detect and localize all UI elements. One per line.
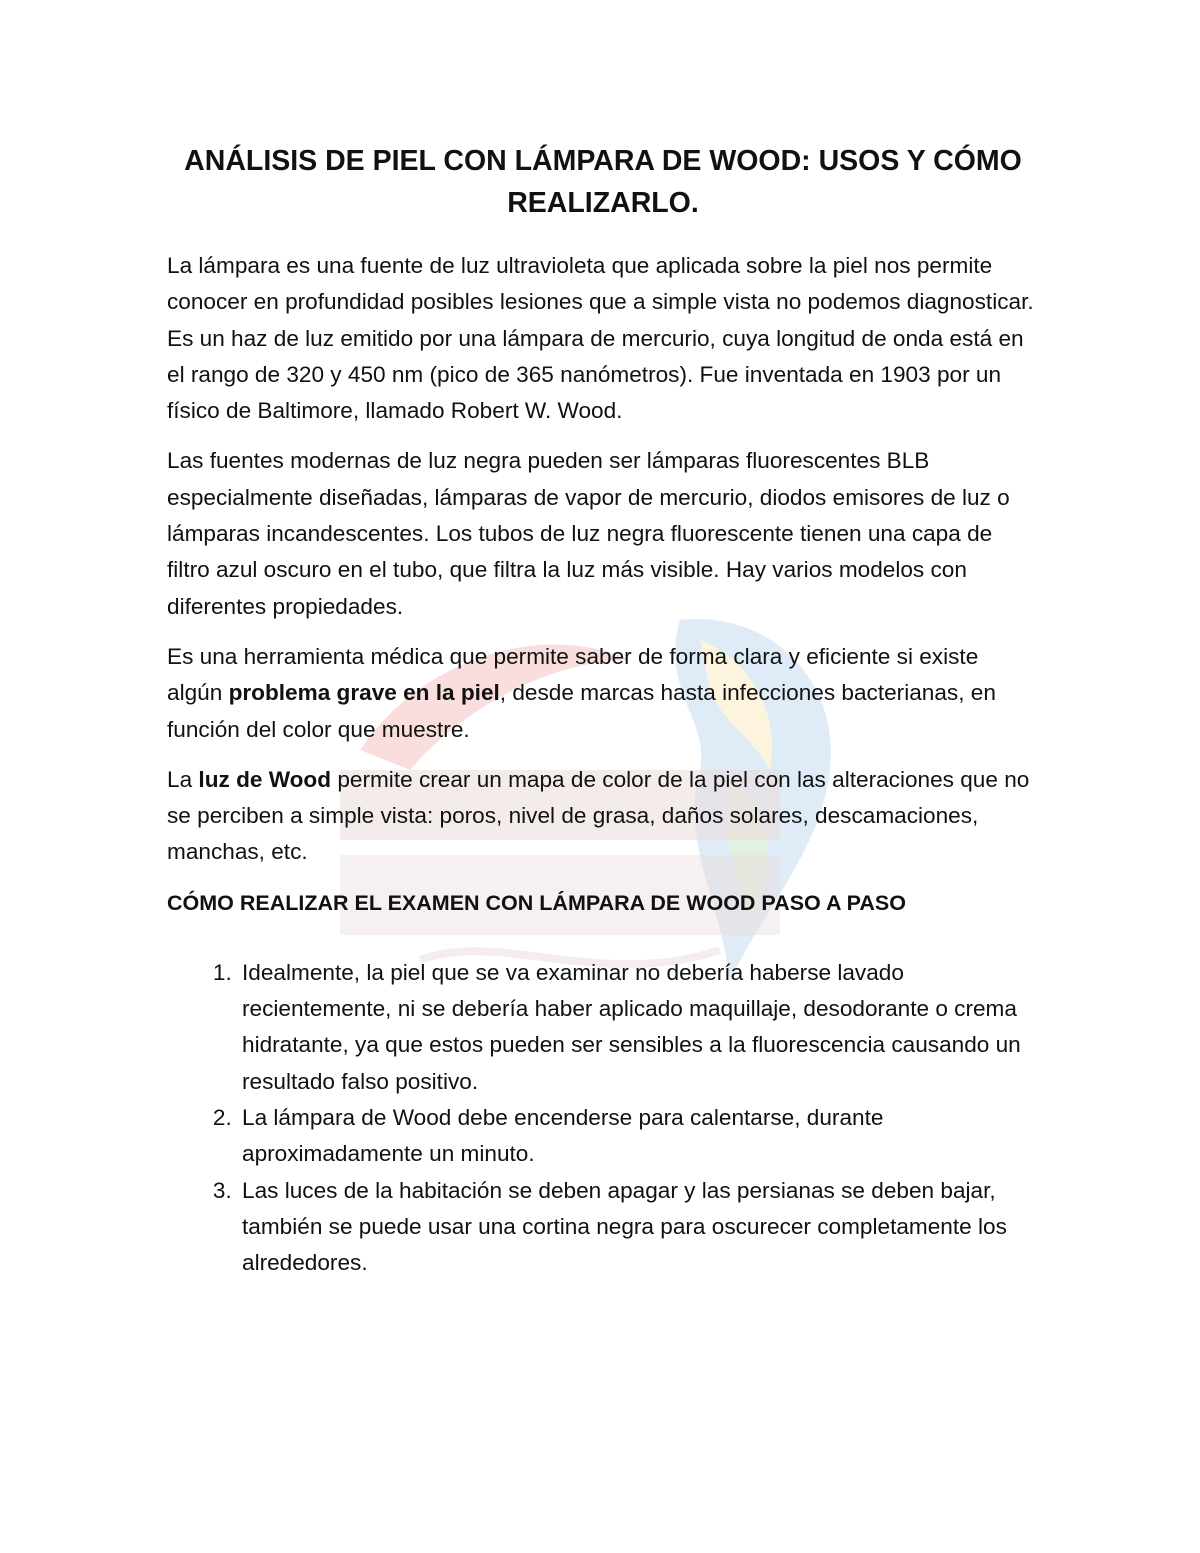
paragraph-text: permite crear un mapa de color de la piel con las alteraciones que no se perciben a simple vista: poros, nivel de grasa, daños solares, descamaciones, manchas, etc. [167, 766, 1030, 865]
list-item: 2. La lámpara de Wood debe encenderse para calentarse, durante aproximadamente un minuto. [238, 1100, 1039, 1173]
paragraph-text: La lámpara es una fuente de luz ultravioleta que aplicada sobre la piel nos permite conocer en profundidad posibles lesiones que a simple vista no podemos diagnosticar. Es un haz de luz emitido por una lámpara de mercurio, cuya longitud de onda está en el rango de 320 y 450 nm (pico de 365 nanómetros). Fue inventada en 1903 por un físico de Baltimore, llamado Robert W. Wood. [167, 253, 1034, 424]
steps-list [167, 955, 1039, 1282]
steps-heading: CÓMO REALIZAR EL EXAMEN CON LÁMPARA DE WOOD PASO A PASO [167, 890, 906, 915]
document-page [167, 140, 1039, 1281]
list-item: 1. Idealmente, la piel que se va examinar no debería haberse lavado recientemente, ni se debería haber aplicado maquillaje, desodorante o crema hidratante, ya que estos pueden ser sensibles a la fluorescencia causando un resultado falso positivo. [238, 955, 1039, 1100]
paragraph-intro [167, 248, 1039, 429]
paragraph-text: La [167, 766, 199, 792]
paragraph-color-map [167, 762, 1039, 871]
paragraph-text: Es una herramienta médica que permite saber de forma clara y eficiente si existe algún [167, 643, 979, 706]
bold-phrase: problema grave en la piel [228, 680, 500, 706]
paragraph-modern-sources [167, 443, 1039, 624]
paragraph-medical-tool [167, 639, 1039, 748]
bold-phrase: luz de Wood [198, 766, 332, 792]
document-title: ANÁLISIS DE PIEL CON LÁMPARA DE WOOD: USOS Y CÓMO REALIZARLO. [184, 145, 1022, 219]
list-item: 3. Las luces de la habitación se deben apagar y las persianas se deben bajar, también se puede usar una cortina negra para oscurecer completamente los alrededores. [238, 1173, 1039, 1282]
paragraph-text: , desde marcas hasta infecciones bacterianas, en función del color que muestre. [167, 680, 996, 742]
paragraph-text: Las fuentes modernas de luz negra pueden ser lámparas fluorescentes BLB especialmente diseñadas, lámparas de vapor de mercurio, diodos emisores de luz o lámparas incandescentes. Los tubos de luz negra fluorescente tienen una capa de filtro azul oscuro en el tubo, que filtra la luz más visible. Hay varios modelos con diferentes propiedades. [167, 448, 1010, 619]
